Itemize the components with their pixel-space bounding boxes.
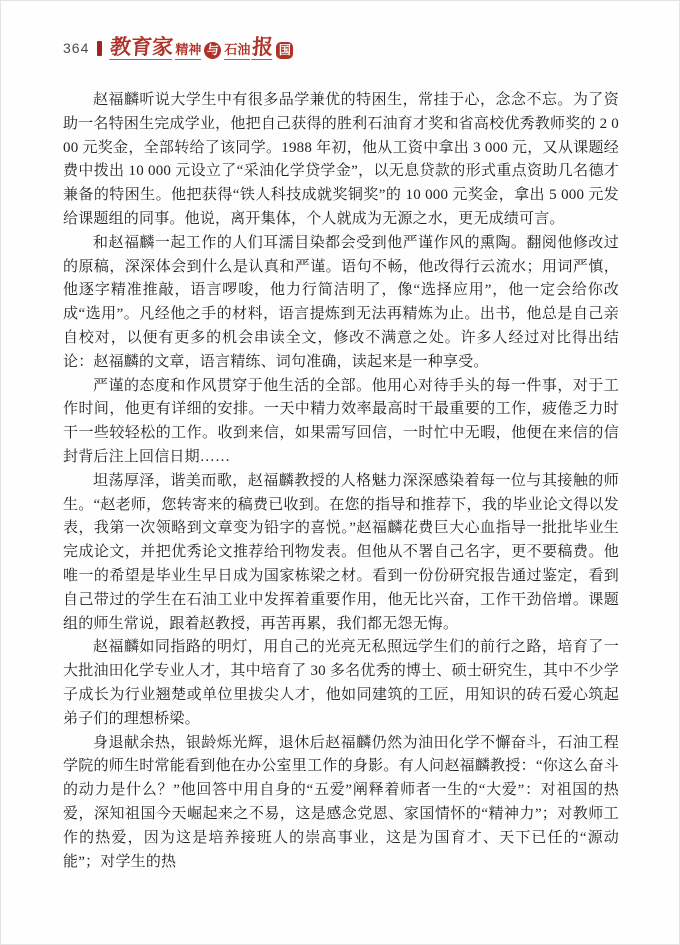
paragraph-2: 和赵福麟一起工作的人们耳濡目染都会受到他严谨作风的熏陶。翻阅他修改过的原稿，深深体会到什么是认真和严谨。语句不畅，他改得行云流水；用词严慎，他逐字精准推敲，语言啰唆，他力行简洁明了，像“选择应用”，他一定会给你改成“选用”。凡经他之手的材料，语言提炼到无法再精炼为止。出书，他总是自己亲自校对，以便有更多的机会串读全文，修改不满意之处。许多人经过对比得出结论：赵福麟的文章，语言精练、词句准确，读起来是一种享受。	[63, 234, 619, 370]
paragraph-3: 严谨的态度和作风贯穿于他生活的全部。他用心对待手头的每一件事，对于工作时间，他更有详细的安排。一天中精力效率最高时干最重要的工作，疲倦乏力时干一些较轻松的工作。收到来信，如果需写回信，一时忙中无暇，他便在来信的信封背后注上回信日期……	[63, 377, 619, 465]
page-number: 364	[63, 40, 90, 56]
logo-guo-seal-icon: 国	[276, 42, 293, 59]
page-header	[63, 35, 293, 61]
chapter-logo	[109, 34, 293, 60]
logo-text-bao: 报	[251, 34, 275, 59]
header-divider-bar	[97, 41, 102, 56]
logo-yu-seal-icon: 与	[204, 42, 221, 59]
paragraph-5: 赵福麟如同指路的明灯，用自己的光亮无私照远学生们的前行之路，培育了一大批油田化学专业人才，其中培育了 30 多名优秀的博士、硕士研究生，其中不少学子成长为行业翘楚或单位里拔尖人才，他如同建筑的工匠，用知识的砖石爱心筑起弟子们的理想桥梁。	[63, 639, 619, 727]
paragraph-6: 身退献余热，银龄烁光辉，退休后赵福麟仍然为油田化学不懈奋斗，石油工程学院的师生时常能看到他在办公室里工作的身影。有人问赵福麟教授：“你这么奋斗的动力是什么？”他回答中用自身的“五爱”阐释着师者一生的“大爱”：对祖国的热爱，深知祖国今天崛起来之不易，这是感念党恩、家国情怀的“精神力”；对教师工作的热爱，因为这是培养接班人的崇高事业，这是为国育才、天下已任的“源动能”；对学生的热	[63, 734, 619, 870]
paragraph-4: 坦荡厚泽，谐美而歌，赵福麟教授的人格魅力深深感染着每一位与其接触的师生。“赵老师，您转寄来的稿费已收到。在您的指导和推荐下，我的毕业论文得以发表，我第一次领略到文章变为铅字的喜悦。”赵福麟花费巨大心血指导一批批毕业生完成论文，并把优秀论文推荐给刊物发表。但他从不署自己名字，更不要稿费。他唯一的希望是毕业生早日成为国家栋梁之材。看到一份份研究报告通过鉴定，看到自己带过的学生在石油工业中发挥着重要作用，他无比兴奋，工作干劲倍增。课题组的师生常说，跟着赵教授，再苦再累，我们都无怨无悔。	[63, 472, 619, 632]
logo-text-shiyou: 石油	[224, 43, 250, 60]
logo-text-jiaoyujia: 教育家	[109, 34, 175, 59]
logo-text-jingshen: 精神	[175, 43, 201, 60]
paragraph-1: 赵福麟听说大学生中有很多品学兼优的特困生，常挂于心，念念不忘。为了资助一名特困生完成学业，他把自己获得的胜利石油育才奖和省高校优秀教师奖的 2 000 元奖金，全部转给了该同学。1988 年初，他从工资中拿出 3 000 元，又从课题经费中拨出 10 000 元设立了“采油化学贷学金”，以无息贷款的形式重点资助几名德才兼备的特困生。他把获得“铁人科技成就奖铜奖”的 10 000 元奖金，拿出 5 000 元发给课题组的同事。他说，离开集体，个人就成为无源之水，更无成绩可言。	[63, 92, 619, 227]
body-text	[63, 89, 619, 874]
